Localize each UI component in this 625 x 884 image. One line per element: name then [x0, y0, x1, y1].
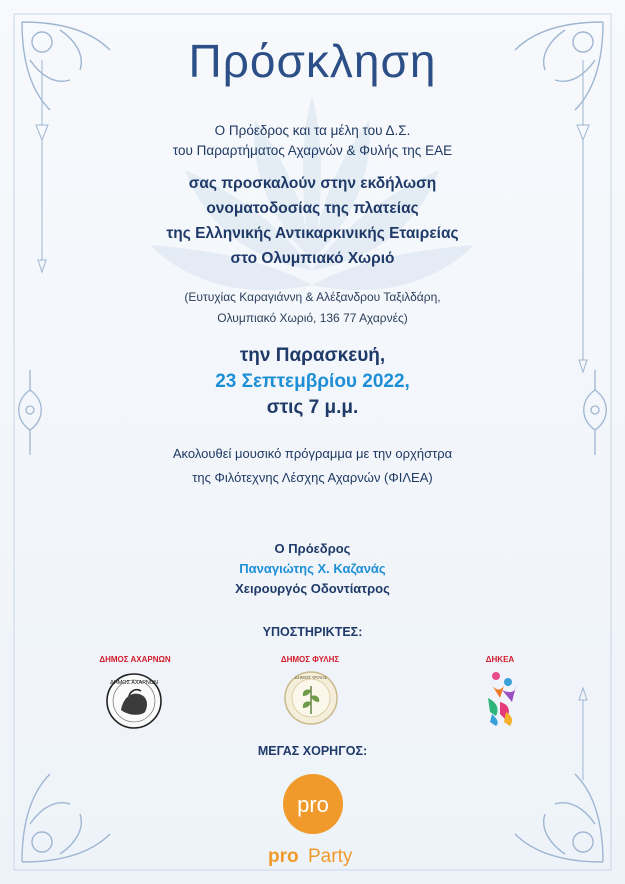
event-date: 23 Σεπτεμβρίου 2022, — [215, 371, 410, 392]
supporters-heading: ΥΠΟΣΤΗΡΙΚΤΕΣ: — [262, 625, 363, 639]
event-line: ονοματοδοσίας της πλατείας — [206, 200, 419, 217]
dimos-acharnon-logo-icon — [105, 672, 163, 730]
music-line: Ακολουθεί μουσικό πρόγραμμα με την ορχήστρα — [172, 446, 453, 461]
signature-profession: Χειρουργός Οδοντίατρος — [235, 581, 390, 596]
fylis-logo-text: ΔΗΜΟΣ ΦΥΛΗΣ — [294, 675, 328, 680]
acharnes-logo-text: ΔΗΜΟΣ ΑΧΑΡΝΩΝ — [110, 680, 158, 686]
address-line: Ολυμπιακό Χωριό, 136 77 Αχαρνές) — [217, 311, 408, 325]
event-day: την Παρασκευή, — [239, 345, 386, 366]
signature-name: Παναγιώτης Χ. Καζανάς — [239, 561, 386, 576]
supporter-label-acharnes: ΔΗΜΟΣ ΑΧΑΡΝΩΝ — [99, 655, 171, 664]
dikea-logo-icon — [482, 668, 522, 728]
signature-role: Ο Πρόεδρος — [274, 541, 351, 556]
pro-badge-text: pro — [297, 792, 329, 817]
sponsor-heading: ΜΕΓΑΣ ΧΟΡΗΓΟΣ: — [257, 744, 368, 758]
event-line: στο Ολυμπιακό Χωριό — [230, 250, 395, 267]
address-line: (Ευτυχίας Καραγιάννη & Αλέξανδρου Ταξιλδάρη, — [184, 290, 441, 304]
intro-line: Ο Πρόεδρος και τα μέλη του Δ.Σ. — [214, 123, 411, 138]
event-time: στις 7 μ.μ. — [266, 397, 359, 418]
intro-line: του Παραρτήματος Αχαρνών & Φυλής της ΕΑΕ — [172, 143, 453, 158]
supporter-label-dikea: ΔΗΚΕΑ — [485, 655, 515, 664]
event-line: σας προσκαλούν στην εκδήλωση — [188, 175, 437, 192]
supporter-label-fyli: ΔΗΜΟΣ ΦΥΛΗΣ — [280, 655, 340, 664]
music-line: της Φιλότεχνης Λέσχης Αχαρνών (ΦΙΛΕΑ) — [192, 470, 433, 485]
dimos-fylis-logo-icon — [283, 670, 339, 726]
event-line: της Ελληνικής Αντικαρκινικής Εταιρείας — [166, 225, 459, 242]
pro-party-word-party: Party — [308, 846, 353, 867]
pro-party-word-pro: pro — [268, 846, 299, 867]
invitation-title: Πρόσκληση — [188, 35, 437, 87]
pro-party-badge-icon — [281, 772, 345, 836]
